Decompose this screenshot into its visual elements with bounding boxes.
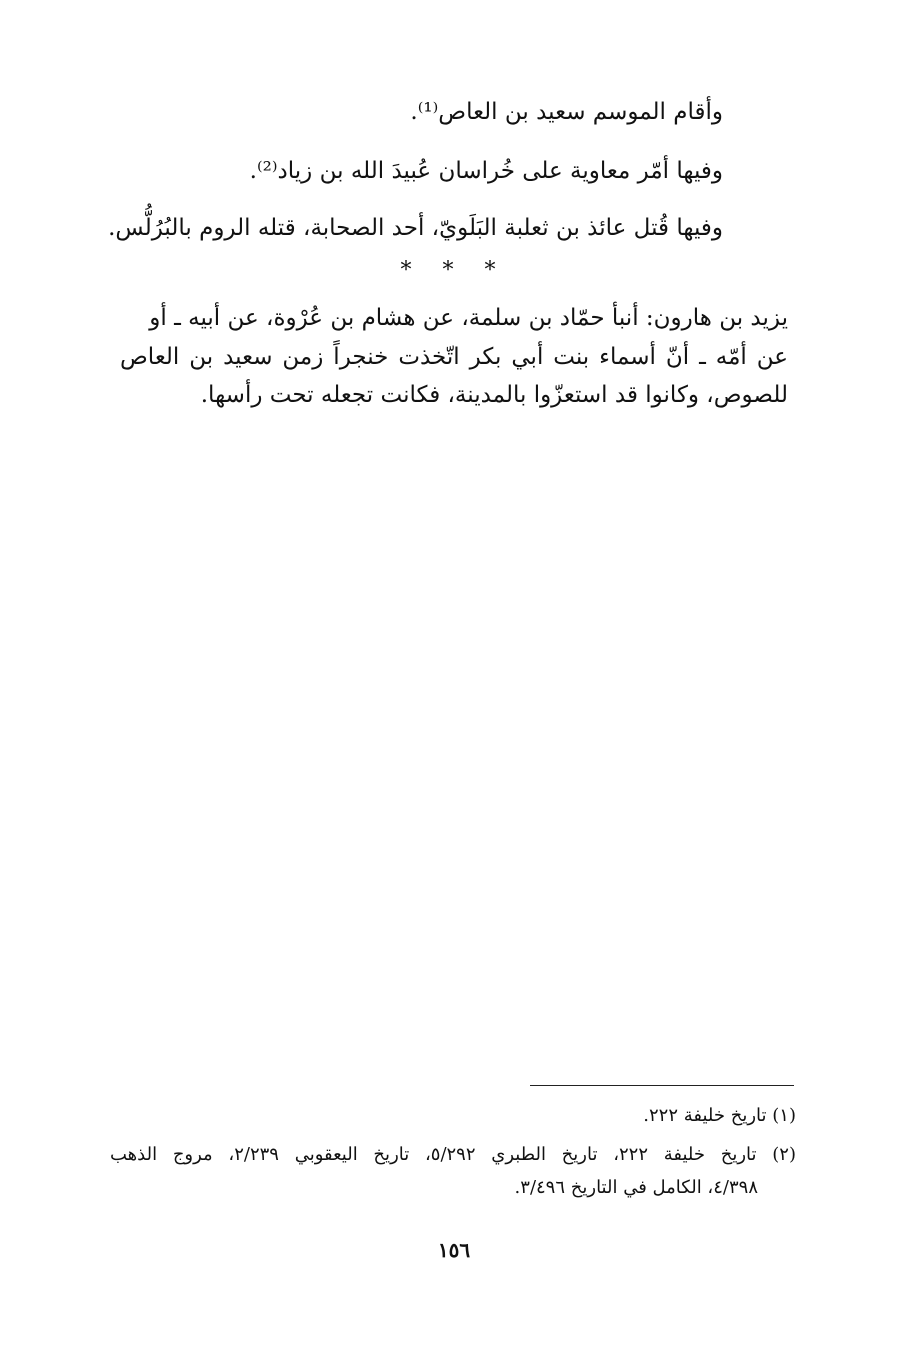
page-number: ١٥٦ [437, 1238, 471, 1262]
paragraph-line-3: للصوص، وكانوا قد استعزّوا بالمدينة، فكانت تجعله تحت رأسها. [200, 382, 788, 408]
footnote-separator [530, 1085, 794, 1086]
footnote-2-line-2: ٤/٣٩٨، الكامل في التاريخ ٣/٤٩٦. [514, 1177, 758, 1198]
text-line-aidh: وفيها قُتل عائذ بن ثعلبة البَلَويّ، أحد الصحابة، قتله الروم بالبُرُلُّس. [108, 215, 723, 241]
text-line-mawsim: وأقام الموسم سعيد بن العاص⁽¹⁾. [410, 99, 723, 125]
text-line-khurasan: وفيها أمّر معاوية على خُراسان عُبيدَ الله بن زياد⁽²⁾. [249, 158, 723, 184]
footnote-1: (١) تاريخ خليفة ٢٢٢. [643, 1105, 796, 1126]
paragraph-line-1: يزيد بن هارون: أنبأ حمّاد بن سلمة، عن هشام بن عُرْوة، عن أبيه ـ أو [149, 305, 788, 331]
footnote-2-line-1: (٢) تاريخ خليفة ٢٢٢، تاريخ الطبري ٥/٢٩٢، تاريخ اليعقوبي ٢/٢٣٩، مروج الذهب [110, 1144, 796, 1165]
paragraph-line-2: عن أمّه ـ أنّ أسماء بنت أبي بكر اتّخذت خنجراً زمن سعيد بن العاص [120, 344, 788, 370]
section-divider: * * * [400, 258, 508, 283]
